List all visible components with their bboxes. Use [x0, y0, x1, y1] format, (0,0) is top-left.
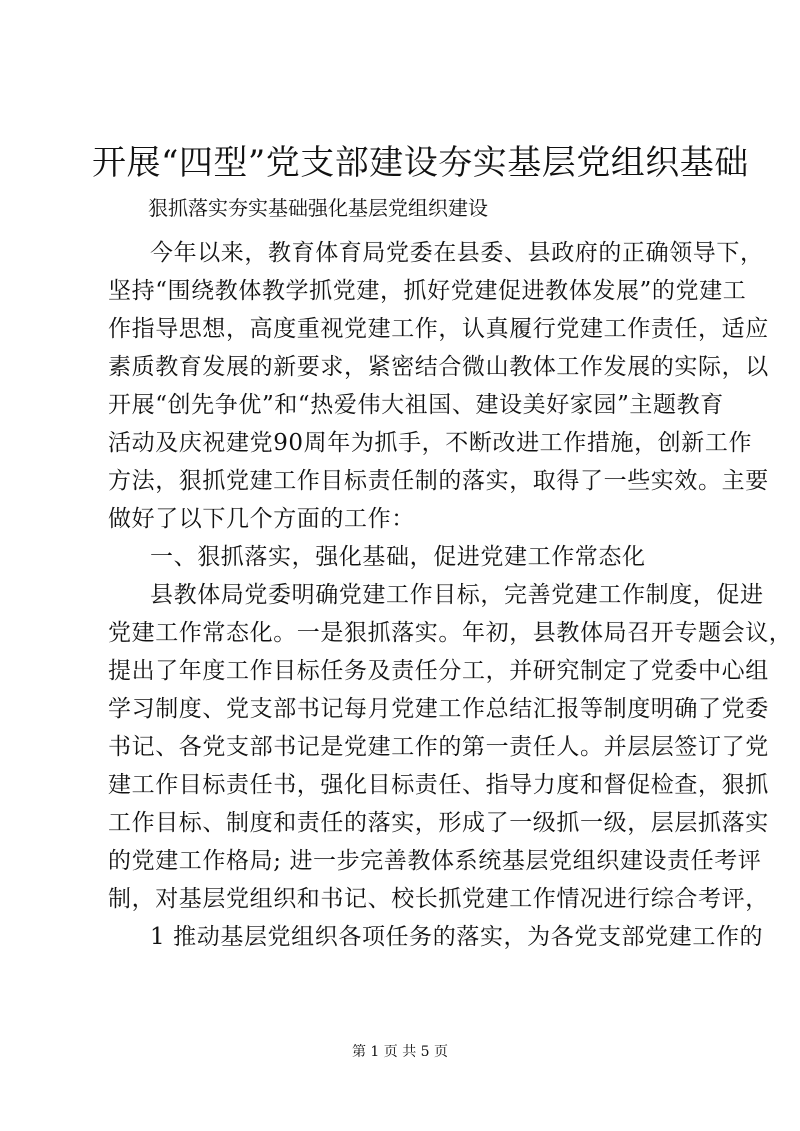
paragraph-line: 1 推动基层党组织各项任务的落实，为各党支部党建工作的: [150, 924, 764, 950]
paragraph-line: 开展“创先争优”和“热爱伟大祖国、建设美好家园”主题教育: [108, 392, 724, 418]
paragraph-line: 学习制度、党支部书记每月党建工作总结汇报等制度明确了党委: [108, 696, 769, 722]
document-title: 开展“四型”党支部建设夯实基层党组织基础: [92, 143, 749, 183]
paragraph-line: 作指导思想，高度重视党建工作，认真履行党建工作责任，适应: [108, 316, 769, 342]
paragraph-line: 方法，狠抓党建工作目标责任制的落实，取得了一些实效。主要: [108, 468, 769, 494]
paragraph-line: 工作目标、制度和责任的落实，形成了一级抓一级，层层抓落实: [108, 810, 769, 836]
paragraph-line: 制，对基层党组织和书记、校长抓党建工作情况进行综合考评，: [108, 886, 769, 912]
document-subtitle: 狠抓落实夯实基础强化基层党组织建设: [148, 196, 488, 220]
paragraph-line: 党建工作常态化。一是狠抓落实。年初，县教体局召开专题会议，: [108, 620, 793, 646]
paragraph-line: 今年以来，教育体育局党委在县委、县政府的正确领导下，: [150, 240, 764, 266]
paragraph-line: 素质教育发展的新要求，紧密结合微山教体工作发展的实际，以: [108, 354, 769, 380]
page-footer: 第 1 页 共 5 页: [351, 1044, 449, 1060]
paragraph-line: 县教体局党委明确党建工作目标，完善党建工作制度，促进: [150, 582, 764, 608]
paragraph-line: 书记、各党支部书记是党建工作的第一责任人。并层层签订了党: [108, 734, 769, 760]
paragraph-line: 提出了年度工作目标任务及责任分工，并研究制定了党委中心组: [108, 658, 769, 684]
paragraph-line: 建工作目标责任书，强化目标责任、指导力度和督促检查，狠抓: [108, 772, 769, 798]
paragraph-line: 做好了以下几个方面的工作：: [108, 506, 415, 532]
section-heading: 一、狠抓落实，强化基础，促进党建工作常态化: [150, 544, 646, 570]
paragraph-line: 坚持“围绕教体教学抓党建，抓好党建促进教体发展”的党建工: [108, 278, 747, 304]
paragraph-line: 的党建工作格局; 进一步完善教体系统基层党组织建设责任考评: [108, 848, 762, 874]
paragraph-line: 活动及庆祝建党90周年为抓手，不断改进工作措施，创新工作: [108, 430, 753, 456]
